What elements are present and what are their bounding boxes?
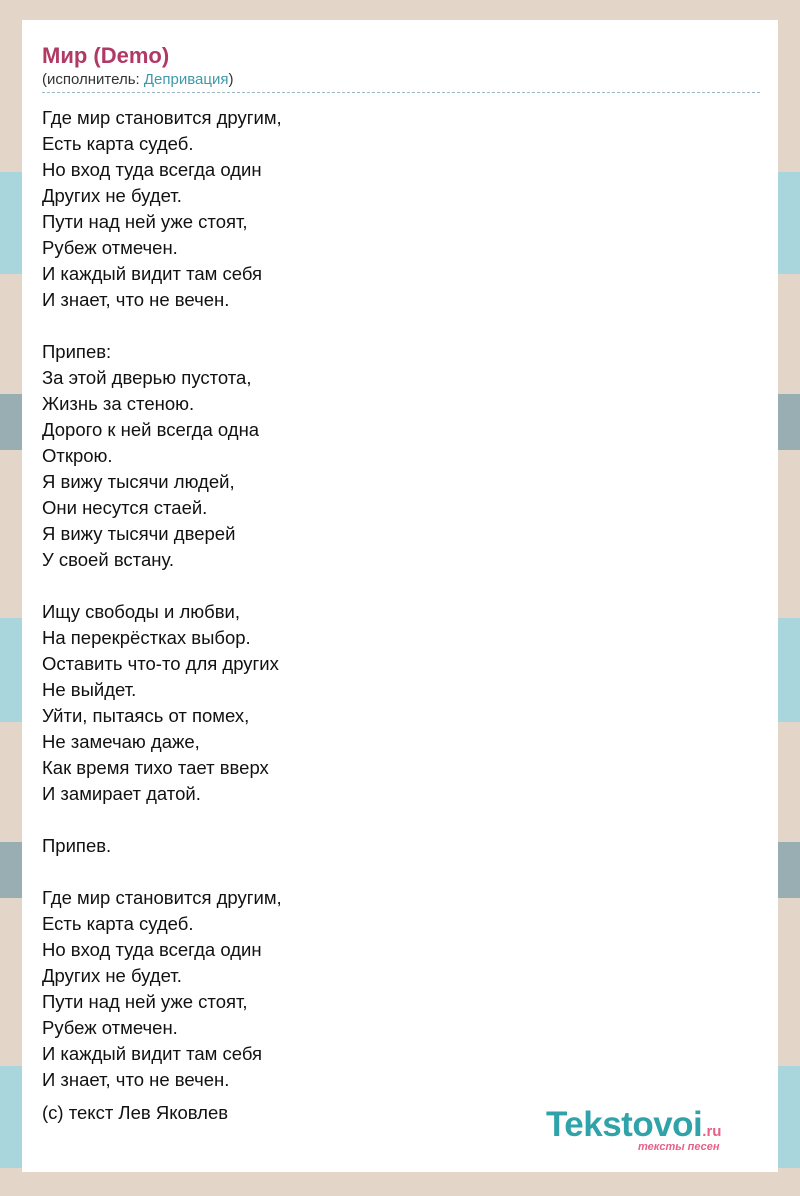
lyric-line: Как время тихо тает вверх [42,757,269,778]
song-title: Мир (Demo) [42,43,170,68]
lyric-line: Есть карта судеб. [42,913,194,934]
lyric-line: Припев: [42,341,112,362]
lyric-line: Рубеж отмечен. [42,1017,178,1038]
logo-tagline: тексты песен [638,1141,720,1153]
logo-tld: .ru [702,1123,722,1140]
stanza-gap [42,313,758,339]
lyric-line: И каждый видит там себя [42,263,263,284]
artist-link[interactable]: Депривация [143,71,229,88]
lyric-line: Открою. [42,445,113,466]
artist-line [42,70,758,90]
lyric-line: Не выйдет. [42,679,137,700]
lyric-line: И знает, что не вечен. [42,1069,230,1090]
stanza-gap [42,573,758,599]
lyric-line: Рубеж отмечен. [42,237,178,258]
lyric-line: На перекрёстках выбор. [42,627,251,648]
lyric-line: Других не будет. [42,185,182,206]
lyric-line: Но вход туда всегда один [42,159,262,180]
lyrics-credit: (c) текст Лев Яковлев [42,1102,229,1123]
lyric-line: Ищу свободы и любви, [42,601,241,622]
stanza-gap [42,807,758,833]
lyric-line: Где мир становится другим, [42,107,282,128]
lyric-line: И знает, что не вечен. [42,289,230,310]
lyric-line: И каждый видит там себя [42,1043,263,1064]
lyric-line: Но вход туда всегда один [42,939,262,960]
lyric-line: Жизнь за стеною. [42,393,195,414]
stanza-gap [42,859,758,885]
lyric-line: За этой дверью пустота, [42,367,252,388]
lyric-line: У своей встану. [42,549,174,570]
site-logo[interactable] [546,1105,722,1153]
lyric-line: Других не будет. [42,965,182,986]
lyric-line: Оставить что-то для других [42,653,279,674]
lyric-line: Не замечаю даже, [42,731,200,752]
lyric-line: Где мир становится другим, [42,887,282,908]
logo-text: Tekstovoi [546,1105,703,1144]
lyric-line: Дорого к ней всегда одна [42,419,260,440]
lyrics-card [22,20,778,1172]
lyric-line: И замирает датой. [42,783,201,804]
lyric-line: Есть карта судеб. [42,133,194,154]
lyric-line: Пути над ней уже стоят, [42,991,248,1012]
lyric-line: Пути над ней уже стоят, [42,211,248,232]
lyric-line: Уйти, пытаясь от помех, [42,705,250,726]
lyric-line: Я вижу тысячи дверей [42,523,236,544]
lyric-line: Я вижу тысячи людей, [42,471,235,492]
artist-prefix: (исполнитель: [42,71,144,88]
artist-suffix: ) [228,71,234,88]
lyric-line: Припев. [42,835,112,856]
lyrics-body [42,105,758,1093]
divider [42,92,760,93]
lyric-line: Они несутся стаей. [42,497,208,518]
